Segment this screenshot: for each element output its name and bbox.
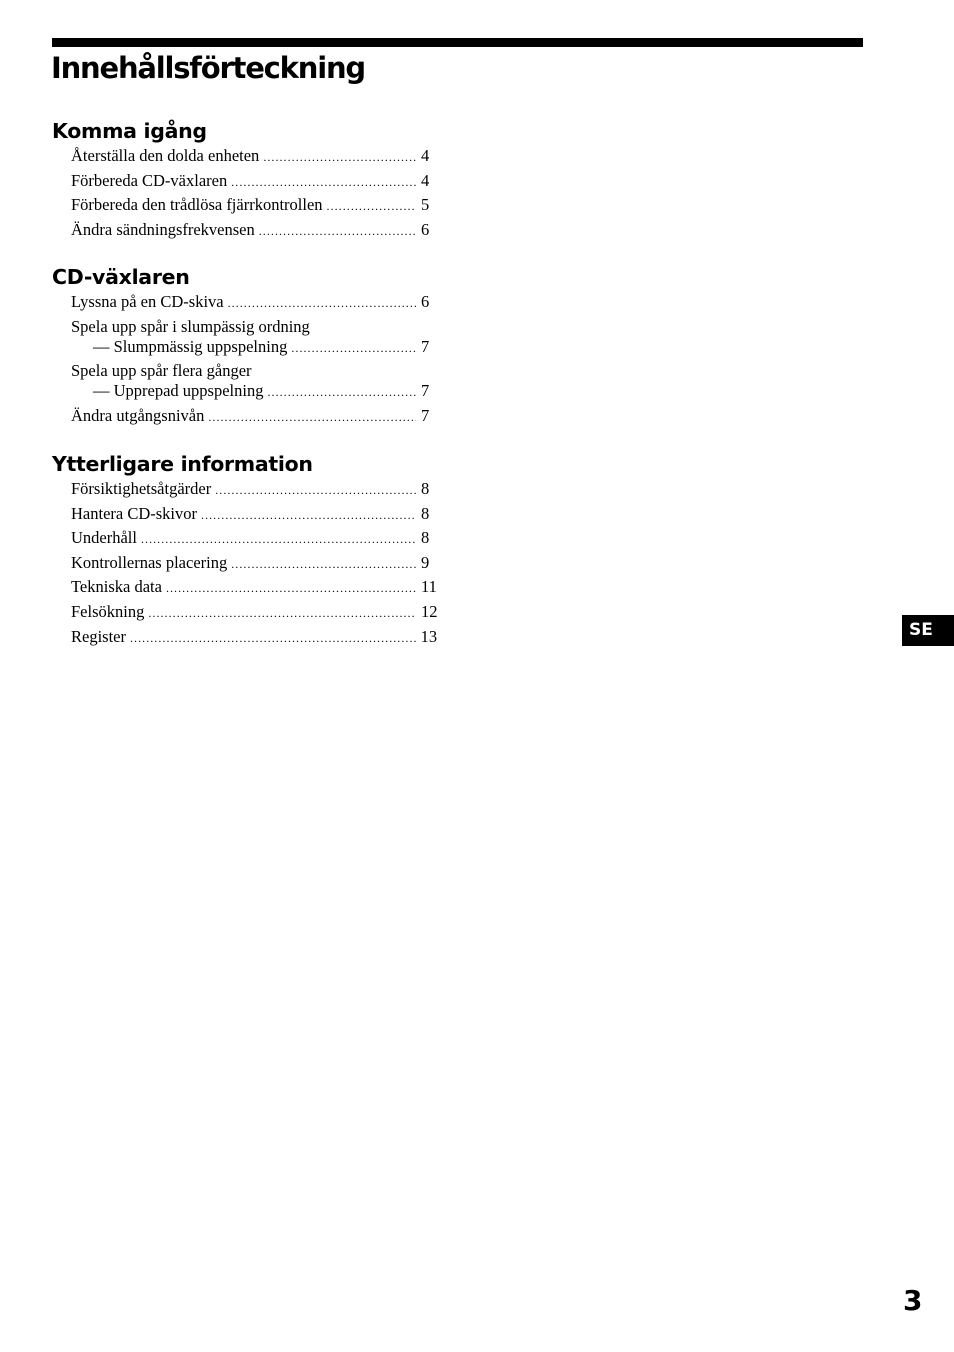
- toc-entry-label: Spela upp spår i slumpässig ordning: [71, 316, 310, 336]
- dot-leader: [201, 505, 416, 525]
- toc-list: [52, 479, 438, 648]
- toc-entry[interactable]: [52, 601, 438, 623]
- toc-list: [52, 292, 429, 427]
- toc-entry-label: Återställa den dolda enheten: [71, 146, 260, 165]
- toc-entry[interactable]: [52, 528, 429, 549]
- toc-entry-page: 11: [421, 577, 437, 597]
- toc-section-cd-vaxlaren: [52, 262, 429, 430]
- dot-leader: [130, 628, 416, 648]
- dot-leader: [259, 221, 416, 241]
- toc-list: [52, 146, 429, 241]
- toc-entry[interactable]: [52, 146, 429, 167]
- dot-leader: [267, 382, 416, 402]
- toc-entry-label: Spela upp spår flera gånger: [71, 361, 252, 381]
- dot-leader: [215, 480, 416, 500]
- toc-entry[interactable]: [52, 553, 429, 574]
- toc-entry[interactable]: [52, 361, 429, 402]
- toc-entry[interactable]: [52, 171, 429, 192]
- toc-entry-page: 8: [421, 479, 430, 498]
- toc-entry-label: Kontrollernas placering: [71, 552, 228, 572]
- section-heading: CD-växlaren: [52, 265, 190, 289]
- toc-entry-page: 13: [420, 626, 438, 646]
- toc-entry-label: Register: [71, 626, 126, 646]
- dot-leader: [228, 293, 416, 313]
- dot-leader: [141, 529, 416, 549]
- toc-entry[interactable]: [52, 220, 429, 241]
- toc-entry-page: 7: [421, 405, 430, 425]
- page-number: 3: [903, 1284, 923, 1317]
- dot-leader: [231, 172, 416, 192]
- toc-section-ytterligare-information: [52, 449, 438, 651]
- toc-entry-label: Ändra utgångsnivån: [71, 405, 205, 425]
- dot-leader: [327, 196, 416, 216]
- toc-entry-sublabel: — Upprepad uppspelning: [93, 381, 264, 401]
- toc-section-komma-igang: [52, 116, 429, 244]
- toc-entry[interactable]: [52, 317, 429, 358]
- top-rule: [52, 38, 863, 47]
- toc-entry-page: 9: [421, 552, 430, 572]
- language-tab: SE: [902, 615, 954, 646]
- dot-leader: [208, 407, 416, 427]
- section-heading: Ytterligare information: [52, 452, 313, 476]
- dot-leader: [263, 147, 416, 167]
- toc-entry-label: Lyssna på en CD-skiva: [71, 292, 224, 311]
- toc-entry-label: Tekniska data: [71, 577, 162, 597]
- dot-leader: [291, 338, 416, 358]
- toc-entry-page: 6: [421, 219, 430, 239]
- toc-entry-sublabel: — Slumpmässig uppspelning: [93, 336, 288, 356]
- toc-entry-label: Underhåll: [71, 528, 137, 548]
- toc-entry[interactable]: [52, 406, 429, 427]
- toc-entry-page: 4: [421, 170, 430, 190]
- toc-entry[interactable]: [52, 195, 429, 216]
- toc-entry-page: 7: [421, 336, 430, 356]
- toc-entry-page: 8: [421, 528, 430, 548]
- toc-entry-page: 6: [421, 292, 430, 311]
- dot-leader: [166, 578, 416, 598]
- dot-leader: [148, 603, 416, 623]
- toc-entry-label: Förbereda den trådlösa fjärrkontrollen: [71, 195, 323, 215]
- toc-entry-label: Felsökning: [71, 601, 145, 621]
- toc-entry-label: Förbereda CD-växlaren: [71, 170, 228, 190]
- toc-entry-page: 5: [421, 195, 430, 215]
- toc-entry[interactable]: [52, 504, 429, 525]
- toc-entry-label: Hantera CD-skivor: [71, 503, 198, 523]
- section-heading: Komma igång: [52, 119, 207, 143]
- toc-entry[interactable]: [52, 479, 429, 500]
- toc-entry-page: 4: [421, 146, 430, 165]
- toc-entry-label: Ändra sändningsfrekvensen: [71, 219, 255, 239]
- toc-entry-page: 7: [421, 381, 430, 401]
- toc-entry-label: Försiktighetsåtgärder: [71, 479, 212, 498]
- toc-entry[interactable]: [52, 626, 438, 648]
- toc-entry-page: 12: [421, 601, 438, 621]
- toc-entry[interactable]: [52, 292, 429, 313]
- page-title: Innehållsförteckning: [51, 51, 365, 85]
- toc-entry-page: 8: [421, 503, 430, 523]
- toc-entry[interactable]: [52, 577, 437, 598]
- dot-leader: [231, 554, 416, 574]
